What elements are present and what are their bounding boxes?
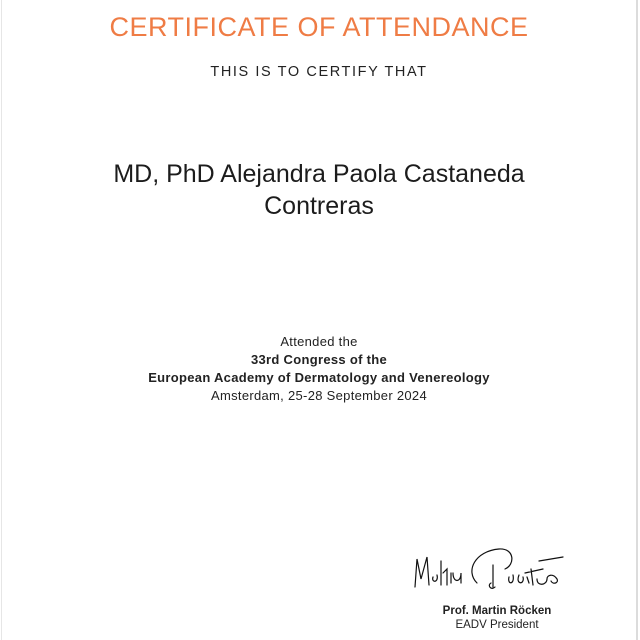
certify-subtitle: THIS IS TO CERTIFY THAT xyxy=(210,64,428,80)
signer-role: EADV President xyxy=(455,619,539,631)
signer-block xyxy=(412,604,582,632)
signer-name: Prof. Martin Röcken xyxy=(442,605,552,617)
event-name-line2: European Academy of Dermatology and Venereology xyxy=(148,370,490,385)
recipient-name-line2: Contreras xyxy=(264,192,374,220)
event-details xyxy=(2,333,636,405)
recipient-name xyxy=(2,158,636,222)
certificate-title: CERTIFICATE OF ATTENDANCE xyxy=(109,12,529,42)
signature-image xyxy=(407,543,572,598)
event-name-line1: 33rd Congress of the xyxy=(250,352,388,367)
certificate-page xyxy=(1,0,638,640)
recipient-name-line1: MD, PhD Alejandra Paola Castaneda xyxy=(113,160,525,188)
event-location-date: Amsterdam, 25-28 September 2024 xyxy=(211,388,427,403)
attended-label: Attended the xyxy=(280,334,358,349)
